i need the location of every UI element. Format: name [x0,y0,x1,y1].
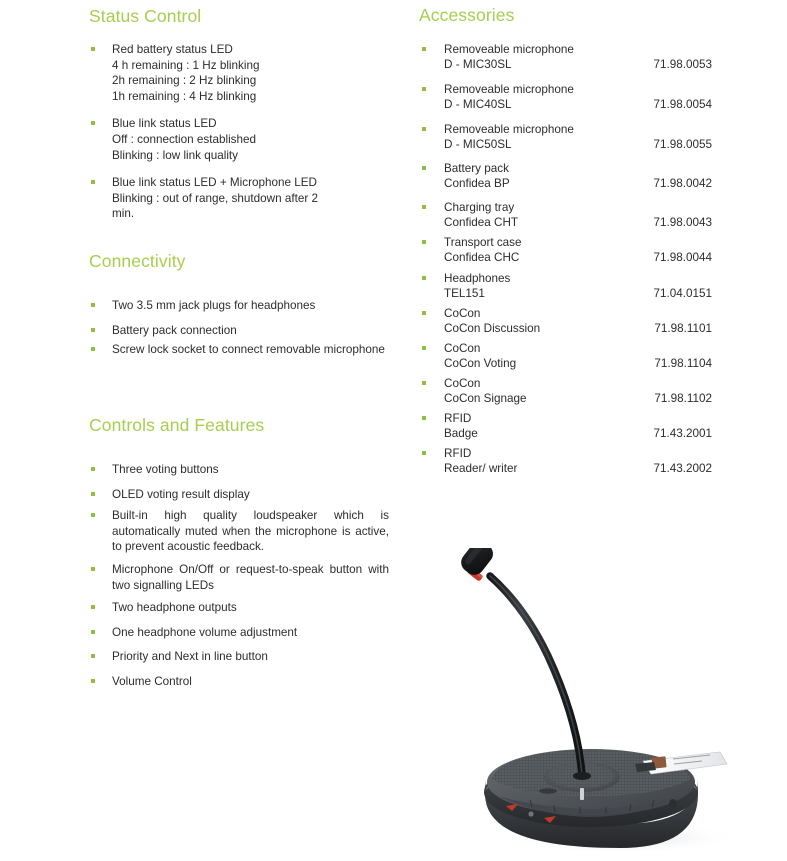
accessory-row [419,376,714,407]
accessory-row [419,411,714,442]
list-item [89,323,389,339]
list-item [89,462,389,478]
gooseneck-collar [573,772,591,780]
accessory-model: Reader/ writer [444,462,518,476]
bullet-line: 4 h remaining : 1 Hz blinking [112,58,260,72]
bullet-paragraph: Screw lock socket to connect removable microphone [112,343,385,357]
accessory-model: Confidea CHT [444,216,519,230]
bullet-line: Two 3.5 mm jack plugs for headphones [112,299,316,312]
accessory-code: 71.43.2001 [653,427,712,441]
bullet-line: Blinking : out of range, shutdown after 2 [112,191,318,205]
bullet-line: OLED voting result display [112,487,250,501]
volume-knob [669,799,677,809]
bullet-line: Off : connection established [112,132,257,146]
spacer [89,665,389,674]
list-item [89,175,389,222]
accessory-code: 71.98.1104 [654,357,712,371]
accessory-model: CoCon Signage [444,392,527,406]
accessory-row [419,200,714,231]
spacer [89,104,389,116]
accessory-model: CoCon Discussion [444,322,541,336]
accessory-model-row [444,391,714,406]
accessory-model: Confidea CHC [444,251,520,265]
spacer [89,555,389,562]
bullet-line: Three voting buttons [112,463,219,476]
bullet-line: min. [112,207,135,221]
accessory-row [419,235,714,266]
accessory-row [419,82,714,113]
list-item [89,487,389,503]
accessory-model-row [444,97,714,112]
accessory-model: Confidea BP [444,177,510,191]
list-item [89,625,389,641]
accessory-row [419,306,714,337]
accessory-code: 71.98.0055 [653,138,712,152]
brand-logo [539,788,557,793]
accessory-model-row [444,250,714,265]
accessory-name: RFID [444,447,472,460]
section-heading-status-control: Status Control [89,6,202,26]
conference-unit-illustration [430,548,787,856]
accessory-model-row [444,286,714,301]
accessory-name: CoCon [444,307,481,320]
list-item [89,116,389,163]
section-heading-connectivity: Connectivity [89,251,186,271]
spacer [89,163,389,175]
accessory-model-row [444,57,714,72]
accessory-model-row [444,215,714,230]
status-control-list [89,42,389,222]
accessory-name: Removeable microphone [444,43,574,56]
gooseneck-highlight [490,576,582,776]
spacer [419,192,714,200]
accessory-code: 71.98.0042 [653,177,712,191]
accessory-row [419,122,714,153]
accessory-code: 71.98.1102 [654,392,712,406]
accessory-model: D - MIC30SL [444,58,512,72]
list-item [89,600,389,616]
accessory-code: 71.43.2002 [653,462,712,476]
accessory-model-row [444,137,714,152]
accessory-row [419,271,714,302]
bullet-line: 2h remaining : 2 Hz blinking [112,74,257,88]
accessory-model: TEL151 [444,287,485,301]
accessory-model: D - MIC40SL [444,98,512,112]
accessory-code: 71.98.0053 [653,58,712,72]
accessory-name: Battery pack [444,162,509,175]
abstain-button [528,811,533,816]
oled-display [580,788,584,800]
spacer [89,593,389,600]
accessory-code: 71.98.0044 [653,251,712,265]
spacer [419,73,714,82]
accessory-code: 71.98.0043 [653,216,712,230]
accessory-row [419,161,714,192]
accessory-code: 71.98.0054 [653,98,712,112]
bullet-paragraph: Built-in high quality loudspeaker which is automatically muted when the microphone is active, to prevent acoustic feedback. [112,509,389,554]
bullet-line: Priority and Next in line button [112,650,268,664]
bullet-line: Blue link status LED + Microphone LED [112,176,317,190]
spacer [89,616,389,625]
accessory-code: 71.04.0151 [653,287,712,301]
list-item [89,342,389,358]
accessory-name: CoCon [444,377,481,390]
accessory-name: Headphones [444,272,511,285]
bullet-line: 1h remaining : 4 Hz blinking [112,89,257,103]
accessory-name: Removeable microphone [444,83,574,96]
bullet-line: Blinking : low link quality [112,148,239,162]
bullet-line: One headphone volume adjustment [112,625,298,639]
spacer [89,640,389,649]
bullet-line: Two headphone outputs [112,601,237,615]
accessory-model-row [444,176,714,191]
spacer [419,113,714,122]
accessory-name: Charging tray [444,201,515,214]
gooseneck-stem [490,576,582,776]
bullet-paragraph: Microphone On/Off or request-to-speak button with two signalling LEDs [112,562,389,592]
accessory-model-row [444,321,714,336]
list-item [89,42,389,104]
section-heading-controls-and-features: Controls and Features [89,415,265,435]
list-item [89,508,389,555]
accessory-model: Badge [444,427,478,441]
spacer [89,478,389,487]
bullet-line: Volume Control [112,674,192,688]
accessory-row [419,42,714,73]
accessory-model: D - MIC50SL [444,138,512,152]
accessory-model-row [444,426,714,441]
list-item [89,649,389,665]
accessory-model-row [444,461,714,476]
list-item [89,298,389,314]
bullet-line: Red battery status LED [112,43,233,56]
accessory-row [419,446,714,477]
section-heading-accessories: Accessories [419,5,515,25]
spacer [419,153,714,161]
controls-and-features-list [89,462,389,690]
list-item [89,674,389,690]
connectivity-list [89,298,389,358]
product-photo-conference-unit [430,548,787,856]
accessory-model-row [444,356,714,371]
accessory-name: CoCon [444,342,481,355]
accessory-model: CoCon Voting [444,357,517,371]
bullet-line: Blue link status LED [112,117,217,131]
accessory-code: 71.98.1101 [654,322,712,336]
spacer [89,314,389,323]
accessory-name: Transport case [444,236,522,249]
accessory-name: Removeable microphone [444,123,574,136]
accessory-name: RFID [444,412,472,425]
list-item [89,562,389,593]
bullet-line: Battery pack connection [112,323,237,337]
accessories-list [419,42,714,477]
accessory-row [419,341,714,372]
